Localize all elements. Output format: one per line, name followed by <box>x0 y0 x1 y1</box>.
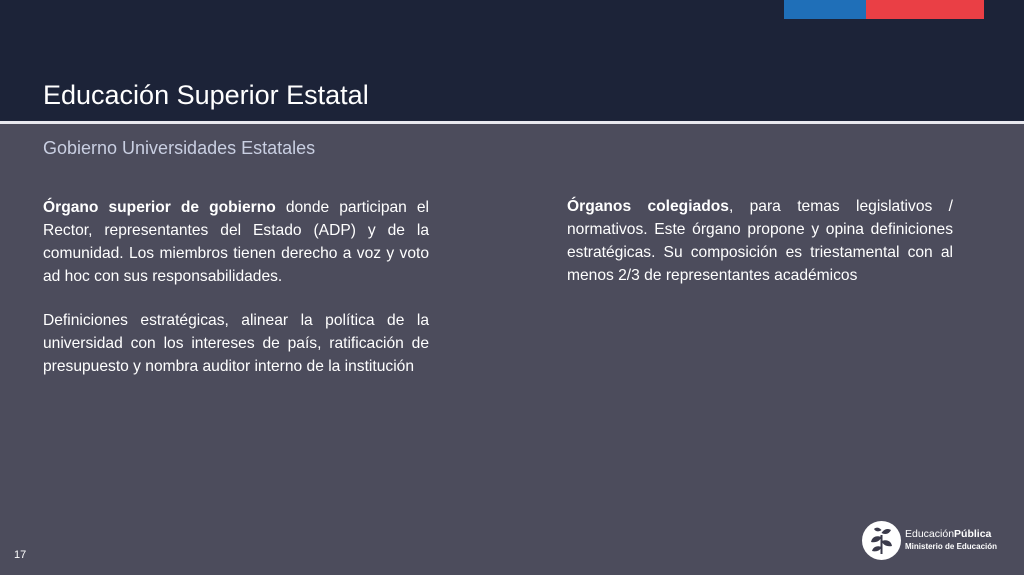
slide-title: Educación Superior Estatal <box>43 80 369 110</box>
right-paragraph-1-text: , para temas legislativos / normativos. Este órgano propone y opina definiciones estratégicas. Su composición es triestamental con al menos 2/3 de representantes académicos <box>567 198 953 284</box>
left-paragraph-1-text: donde participan el Rector, representantes del Estado (ADP) y de la comunidad. Los miembros tienen derecho a voz y voto ad hoc con sus responsabilidades. <box>43 199 429 285</box>
header-divider <box>0 121 1024 124</box>
slide-subtitle: Gobierno Universidades Estatales <box>43 138 316 158</box>
logo-title-regular: Educación <box>905 528 955 540</box>
right-paragraph-1 <box>567 195 953 287</box>
left-paragraph-1 <box>43 196 429 288</box>
right-paragraph-1-bold: Órganos colegiados <box>567 198 729 215</box>
left-paragraph-1-bold: Órgano superior de gobierno <box>43 199 276 216</box>
logo-subtitle: Ministerio de Educación <box>905 542 998 551</box>
right-column <box>567 195 953 287</box>
logo-title-bold: Pública <box>954 528 992 540</box>
logo-title <box>905 528 991 540</box>
flag-stripe-red <box>866 0 984 19</box>
tree-icon <box>862 521 901 560</box>
flag-stripe-blue <box>784 0 866 19</box>
left-paragraph-2: Definiciones estratégicas, alinear la política de la universidad con los intereses de país, ratificación de presupuesto y nombra auditor interno de la institución <box>43 312 429 375</box>
left-column <box>43 196 429 378</box>
page-number: 17 <box>14 549 27 561</box>
logo <box>862 521 1002 563</box>
